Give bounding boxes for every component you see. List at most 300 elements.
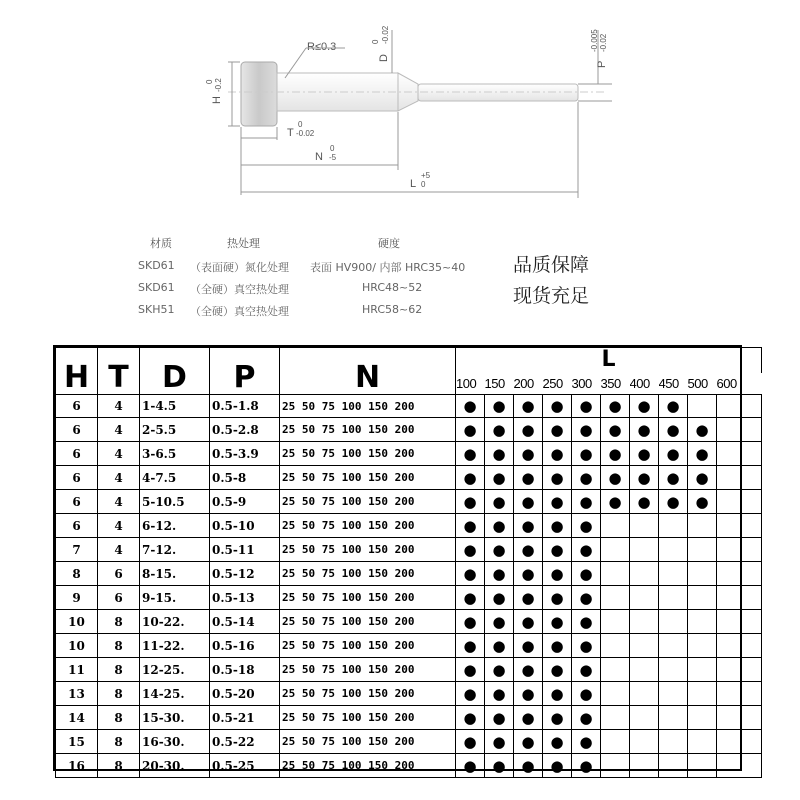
cell-t: 8 [98,706,140,730]
cell-t: 8 [98,754,140,778]
cell-h: 6 [56,514,98,538]
cell-d: 20-30. [140,754,210,778]
cell-p: 0.5-14 [210,610,280,634]
availability-dot: ● [514,754,543,778]
cell-d: 6-12. [140,514,210,538]
availability-dot: ● [572,514,601,538]
material-row-3-material: SKH51 [138,303,175,316]
availability-empty [688,730,717,754]
table-row [56,682,762,706]
availability-dot: ● [514,514,543,538]
availability-dot: ● [485,682,514,706]
cell-t: 6 [98,562,140,586]
availability-dot: ● [485,730,514,754]
cell-p: 0.5-9 [210,490,280,514]
header-n: N [280,348,456,395]
availability-dot: ● [601,490,630,514]
availability-empty [717,634,762,658]
availability-dot: ● [630,466,659,490]
cell-n: 25 50 75 100 150 200 [280,658,456,682]
availability-dot: ● [543,730,572,754]
availability-dot: ● [543,586,572,610]
availability-dot: ● [572,634,601,658]
table-row [56,754,762,778]
cell-p: 0.5-25 [210,754,280,778]
availability-empty [659,706,688,730]
availability-dot: ● [485,754,514,778]
availability-empty [601,586,630,610]
availability-empty [601,730,630,754]
availability-dot: ● [601,466,630,490]
availability-dot: ● [485,610,514,634]
cell-n: 25 50 75 100 150 200 [280,538,456,562]
cell-p: 0.5-2.8 [210,418,280,442]
cell-p: 0.5-3.9 [210,442,280,466]
availability-dot: ● [456,418,485,442]
l-column-header: 450 [659,373,688,395]
availability-empty [630,610,659,634]
cell-h: 6 [56,490,98,514]
availability-dot: ● [572,610,601,634]
cell-h: 7 [56,538,98,562]
availability-dot: ● [572,730,601,754]
table-row [56,514,762,538]
availability-empty [601,634,630,658]
availability-dot: ● [688,442,717,466]
availability-dot: ● [543,466,572,490]
cell-t: 4 [98,538,140,562]
availability-dot: ● [514,682,543,706]
availability-dot: ● [514,658,543,682]
availability-dot: ● [543,418,572,442]
availability-dot: ● [456,610,485,634]
cell-h: 15 [56,730,98,754]
availability-dot: ● [485,395,514,418]
availability-dot: ● [514,418,543,442]
availability-dot: ● [456,514,485,538]
availability-dot: ● [514,706,543,730]
cell-t: 4 [98,418,140,442]
d-dim-label: D [378,54,390,62]
t-tol-bottom: -0.02 [296,129,315,138]
cell-t: 8 [98,610,140,634]
availability-dot: ● [514,730,543,754]
availability-empty [717,442,762,466]
heat-treatment-header: 热处理 [227,237,260,250]
cell-h: 10 [56,634,98,658]
l-column-header: 600 [717,373,762,395]
availability-empty [630,514,659,538]
availability-empty [601,610,630,634]
availability-dot: ● [572,442,601,466]
cell-p: 0.5-20 [210,682,280,706]
availability-dot: ● [514,562,543,586]
cell-t: 8 [98,634,140,658]
availability-dot: ● [659,490,688,514]
p-tol-bottom: -0.02 [599,33,608,52]
cell-p: 0.5-16 [210,634,280,658]
availability-dot: ● [485,562,514,586]
availability-dot: ● [543,562,572,586]
availability-dot: ● [456,706,485,730]
availability-dot: ● [456,562,485,586]
availability-empty [717,562,762,586]
cell-h: 14 [56,706,98,730]
d-tol-bottom: -0.02 [381,25,390,44]
availability-empty [688,610,717,634]
availability-dot: ● [688,418,717,442]
availability-dot: ● [543,442,572,466]
cell-n: 25 50 75 100 150 200 [280,514,456,538]
cell-p: 0.5-11 [210,538,280,562]
availability-empty [717,682,762,706]
availability-dot: ● [630,442,659,466]
cell-d: 3-6.5 [140,442,210,466]
availability-empty [659,730,688,754]
table-row [56,442,762,466]
availability-dot: ● [572,562,601,586]
h-tol-bottom: -0.2 [214,78,223,92]
availability-empty [717,538,762,562]
cell-n: 25 50 75 100 150 200 [280,466,456,490]
availability-dot: ● [601,395,630,418]
availability-empty [601,658,630,682]
availability-dot: ● [456,395,485,418]
availability-empty [659,514,688,538]
availability-dot: ● [514,610,543,634]
availability-empty [630,706,659,730]
material-row-3-hardness: HRC58~62 [362,303,423,316]
availability-dot: ● [485,658,514,682]
cell-n: 25 50 75 100 150 200 [280,634,456,658]
availability-dot: ● [572,586,601,610]
cell-d: 2-5.5 [140,418,210,442]
table-row [56,634,762,658]
cell-n: 25 50 75 100 150 200 [280,730,456,754]
availability-empty [630,538,659,562]
material-row-2-material: SKD61 [138,281,175,294]
availability-dot: ● [543,754,572,778]
availability-dot: ● [543,610,572,634]
pin-head [241,62,277,126]
availability-empty [717,514,762,538]
cell-d: 5-10.5 [140,490,210,514]
availability-empty [717,466,762,490]
cell-p: 0.5-10 [210,514,280,538]
l-tol-bottom: 0 [421,180,426,189]
material-row-2-treatment: （全硬）真空热处理 [190,283,289,296]
quality-assurance-badge: 品质保障 [513,254,590,276]
availability-empty [688,562,717,586]
cell-h: 13 [56,682,98,706]
cell-d: 1-4.5 [140,395,210,418]
availability-empty [601,514,630,538]
cell-n: 25 50 75 100 150 200 [280,418,456,442]
table-row [56,538,762,562]
n-tol-bottom: -5 [329,153,337,162]
cell-p: 0.5-8 [210,466,280,490]
availability-dot: ● [485,466,514,490]
availability-dot: ● [485,442,514,466]
availability-dot: ● [659,442,688,466]
availability-empty [659,634,688,658]
availability-dot: ● [543,634,572,658]
table-row [56,658,762,682]
availability-empty [659,586,688,610]
availability-empty [659,658,688,682]
availability-empty [630,634,659,658]
material-row-2-hardness: HRC48~52 [362,281,423,294]
spec-table-frame [53,345,742,775]
header-h: H [56,348,98,395]
hardness-header: 硬度 [378,237,400,250]
cell-d: 11-22. [140,634,210,658]
availability-empty [688,395,717,418]
availability-dot: ● [485,514,514,538]
availability-empty [630,730,659,754]
availability-dot: ● [543,658,572,682]
availability-empty [688,538,717,562]
cell-h: 6 [56,442,98,466]
cell-h: 6 [56,466,98,490]
spec-table-body [56,395,762,778]
cell-p: 0.5-18 [210,658,280,682]
l-column-header: 100 [456,373,485,395]
h-dim-label: H [211,96,223,104]
availability-dot: ● [543,538,572,562]
availability-dot: ● [514,634,543,658]
availability-empty [601,754,630,778]
cell-d: 15-30. [140,706,210,730]
cell-d: 9-15. [140,586,210,610]
table-row [56,586,762,610]
cell-n: 25 50 75 100 150 200 [280,682,456,706]
availability-dot: ● [543,395,572,418]
table-row [56,466,762,490]
availability-dot: ● [456,442,485,466]
header-l: L [456,348,762,374]
availability-dot: ● [485,586,514,610]
availability-empty [659,562,688,586]
availability-empty [630,562,659,586]
availability-dot: ● [514,538,543,562]
availability-empty [601,538,630,562]
availability-dot: ● [601,418,630,442]
cell-n: 25 50 75 100 150 200 [280,442,456,466]
cell-p: 0.5-12 [210,562,280,586]
header-p: P [210,348,280,395]
availability-dot: ● [485,490,514,514]
availability-dot: ● [572,395,601,418]
ejector-pin-drawing [0,0,800,215]
availability-dot: ● [514,395,543,418]
table-row [56,490,762,514]
availability-dot: ● [659,418,688,442]
cell-d: 7-12. [140,538,210,562]
table-row [56,610,762,634]
availability-empty [717,610,762,634]
cell-n: 25 50 75 100 150 200 [280,490,456,514]
availability-dot: ● [456,658,485,682]
availability-dot: ● [572,538,601,562]
spec-table [55,347,762,778]
cell-t: 8 [98,730,140,754]
l-column-header: 400 [630,373,659,395]
cell-p: 0.5-1.8 [210,395,280,418]
cell-n: 25 50 75 100 150 200 [280,586,456,610]
availability-dot: ● [456,466,485,490]
availability-empty [630,682,659,706]
availability-dot: ● [572,490,601,514]
availability-empty [630,658,659,682]
availability-dot: ● [514,490,543,514]
cell-h: 6 [56,395,98,418]
l-column-header: 150 [485,373,514,395]
availability-dot: ● [659,395,688,418]
cell-t: 4 [98,466,140,490]
material-header: 材质 [150,237,172,250]
cell-p: 0.5-22 [210,730,280,754]
availability-empty [717,395,762,418]
cell-h: 16 [56,754,98,778]
availability-dot: ● [601,442,630,466]
cell-n: 25 50 75 100 150 200 [280,610,456,634]
r-label: R≤0.3 [307,41,337,53]
availability-dot: ● [456,730,485,754]
h-tol-top: 0 [205,79,214,84]
cell-p: 0.5-13 [210,586,280,610]
n-dim-label: N [315,151,323,163]
cell-t: 4 [98,490,140,514]
cell-n: 25 50 75 100 150 200 [280,706,456,730]
availability-dot: ● [485,538,514,562]
availability-empty [659,538,688,562]
availability-empty [688,514,717,538]
availability-empty [601,706,630,730]
availability-dot: ● [543,514,572,538]
p-dim-label: P [596,60,608,68]
availability-dot: ● [543,682,572,706]
cell-h: 9 [56,586,98,610]
availability-empty [717,418,762,442]
availability-dot: ● [688,466,717,490]
cell-p: 0.5-21 [210,706,280,730]
header-t: T [98,348,140,395]
availability-empty [717,658,762,682]
t-tol-top: 0 [298,120,303,129]
availability-empty [688,706,717,730]
availability-dot: ● [688,490,717,514]
material-row-1-treatment: （表面硬）氮化处理 [190,261,289,274]
table-row [56,730,762,754]
l-column-header: 300 [572,373,601,395]
l-column-header: 200 [514,373,543,395]
availability-empty [630,586,659,610]
l-column-header: 500 [688,373,717,395]
cell-t: 4 [98,442,140,466]
availability-empty [659,754,688,778]
cell-h: 10 [56,610,98,634]
cell-d: 8-15. [140,562,210,586]
table-row [56,706,762,730]
availability-dot: ● [514,442,543,466]
availability-dot: ● [485,706,514,730]
cell-d: 10-22. [140,610,210,634]
availability-empty [717,754,762,778]
availability-empty [688,634,717,658]
availability-dot: ● [514,466,543,490]
availability-dot: ● [572,754,601,778]
availability-dot: ● [572,658,601,682]
l-dim-label: L [410,178,417,190]
availability-empty [717,730,762,754]
cell-d: 4-7.5 [140,466,210,490]
material-row-1-hardness: 表面 HV900/ 内部 HRC35~40 [310,261,466,274]
availability-empty [601,682,630,706]
availability-dot: ● [456,682,485,706]
availability-dot: ● [659,466,688,490]
availability-dot: ● [572,682,601,706]
availability-dot: ● [572,418,601,442]
in-stock-badge: 现货充足 [513,285,590,307]
availability-empty [717,586,762,610]
availability-empty [688,586,717,610]
availability-dot: ● [630,418,659,442]
p-tol-top: -0.005 [590,29,599,52]
availability-dot: ● [572,466,601,490]
cell-d: 12-25. [140,658,210,682]
availability-dot: ● [514,586,543,610]
table-row [56,418,762,442]
d-tol-top: 0 [371,39,380,44]
availability-empty [659,682,688,706]
availability-dot: ● [630,395,659,418]
cell-d: 14-25. [140,682,210,706]
table-row [56,395,762,418]
l-column-header: 250 [543,373,572,395]
n-tol-top: 0 [330,144,335,153]
availability-dot: ● [456,490,485,514]
cell-h: 8 [56,562,98,586]
availability-dot: ● [485,418,514,442]
material-row-1-material: SKD61 [138,259,175,272]
cell-d: 16-30. [140,730,210,754]
availability-empty [717,706,762,730]
table-row [56,562,762,586]
availability-dot: ● [456,754,485,778]
cell-t: 8 [98,682,140,706]
cell-h: 6 [56,418,98,442]
availability-dot: ● [630,490,659,514]
cell-t: 4 [98,395,140,418]
l-tol-top: +5 [421,171,431,180]
availability-empty [630,754,659,778]
cell-n: 25 50 75 100 150 200 [280,754,456,778]
availability-dot: ● [543,706,572,730]
availability-dot: ● [543,490,572,514]
availability-empty [688,682,717,706]
cell-h: 11 [56,658,98,682]
material-row-3-treatment: （全硬）真空热处理 [190,305,289,318]
cell-n: 25 50 75 100 150 200 [280,395,456,418]
cell-t: 8 [98,658,140,682]
cell-t: 6 [98,586,140,610]
availability-dot: ● [572,706,601,730]
availability-dot: ● [485,634,514,658]
availability-dot: ● [456,586,485,610]
availability-empty [717,490,762,514]
availability-dot: ● [456,634,485,658]
